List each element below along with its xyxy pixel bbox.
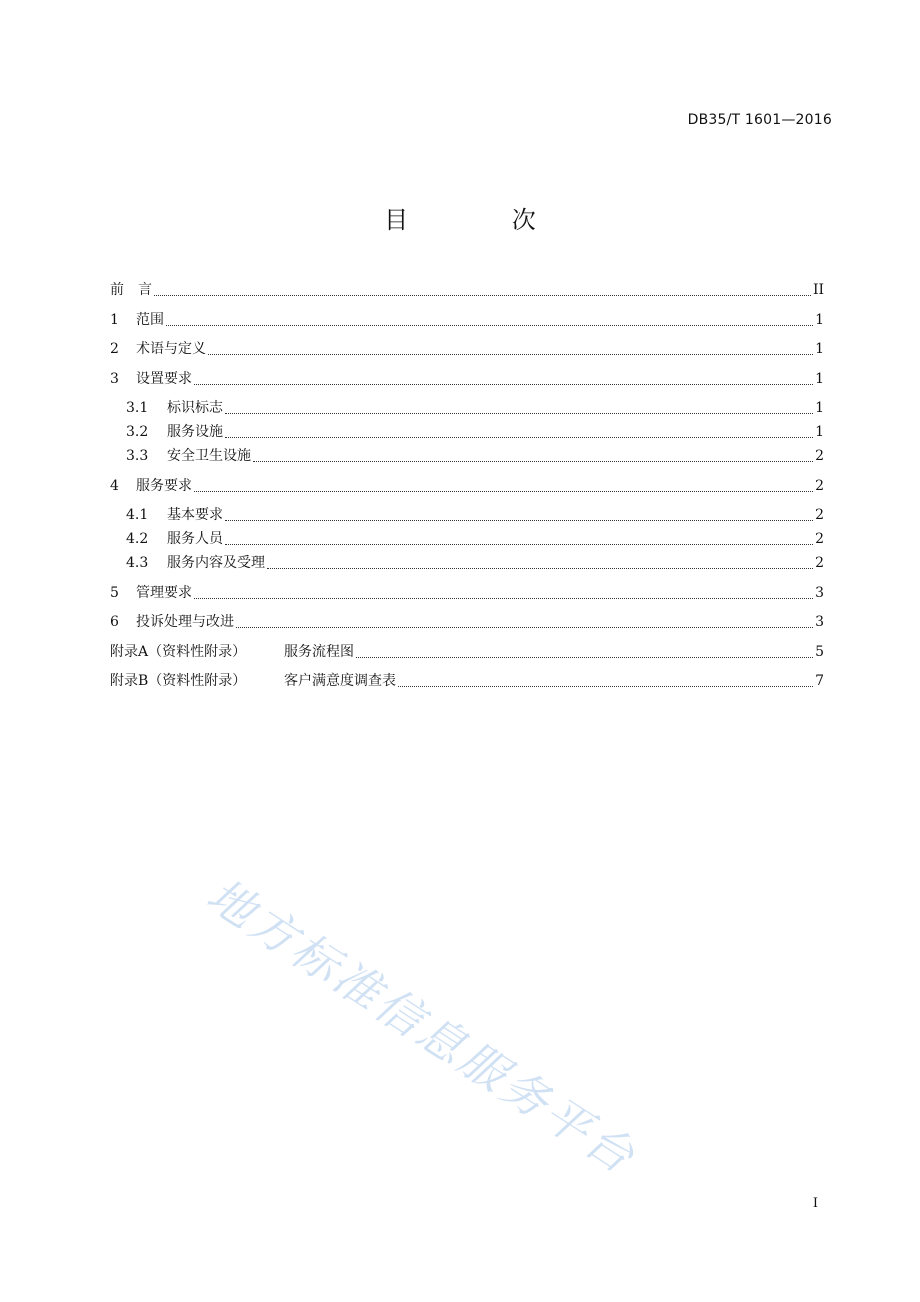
toc-subentry[interactable] [110,551,824,575]
toc-entry-page: 3 [815,584,824,601]
toc-entry-number: 3.1 [126,400,149,416]
toc-entry-page: II [812,282,824,298]
page-number: I [812,1196,818,1211]
toc-entry-page: 2 [815,448,824,464]
toc-entry-number: 附录B（资料性附录） [110,673,247,689]
toc-entry-page: 2 [815,507,824,523]
toc-entry-page: 2 [815,531,824,547]
toc-appendix-entry[interactable] [110,669,824,693]
watermark: 地方标准信息服务平台 [197,867,647,1186]
toc-entry[interactable] [110,367,824,391]
toc-subentry[interactable] [110,503,824,527]
toc-leader-dots [225,543,813,545]
toc-entry-title: 服务设施 [167,424,223,440]
toc-leader-dots [253,460,813,462]
document-code: DB35/T 1601—2016 [687,112,832,128]
toc-entry-page: 5 [815,643,824,660]
toc-entry-page: 7 [815,673,824,689]
toc-entry-page: 1 [815,370,824,387]
toc-entry-title: 术语与定义 [136,341,206,357]
toc-entry-title: 客户满意度调查表 [284,673,396,689]
toc-entry-page: 1 [815,400,824,416]
toc-entry-title: 服务内容及受理 [167,555,265,571]
page-title: 目 次 [384,206,584,234]
toc-leader-dots [267,567,813,569]
toc-entry[interactable] [110,581,824,605]
toc-entry-title: 服务要求 [136,477,192,494]
toc-entry-number: 5 [110,584,119,601]
toc-entry-preface[interactable] [110,278,824,302]
toc-subentry[interactable] [110,444,824,468]
toc-appendix-entry[interactable] [110,640,824,664]
toc-entry[interactable] [110,308,824,332]
toc-entry-title: 投诉处理与改进 [136,614,234,630]
toc-entry-page: 2 [815,555,824,571]
toc-entry-title: 范围 [136,311,164,328]
toc-entry-number: 4 [110,477,119,494]
toc-entry-number: 2 [110,341,119,357]
toc-leader-dots [225,412,813,414]
toc-entry-number: 3 [110,370,119,387]
toc-leader-dots [194,597,813,599]
toc-entry-title: 前 言 [110,282,152,298]
toc-leader-dots [154,294,811,296]
toc-leader-dots [194,383,813,385]
toc-subentry[interactable] [110,420,824,444]
toc-leader-dots [225,519,813,521]
toc-subentry[interactable] [110,396,824,420]
toc-entry[interactable] [110,337,824,361]
toc-entry[interactable] [110,610,824,634]
toc-entry-title: 设置要求 [136,370,192,387]
toc-leader-dots [398,685,813,687]
toc-entry-number: 4.3 [126,555,149,571]
toc-leader-dots [166,324,813,326]
toc-entry-title: 服务流程图 [284,643,354,660]
toc-entry-page: 1 [815,311,824,328]
toc-leader-dots [225,436,813,438]
toc-leader-dots [236,626,813,628]
toc-entry[interactable] [110,474,824,498]
toc-entry-page: 1 [815,341,824,357]
toc-entry-page: 3 [815,614,824,630]
toc-entry-number: 3.3 [126,448,149,464]
toc-entry-title: 管理要求 [136,584,192,601]
toc-entry-number: 4.1 [126,507,149,523]
toc-entry-page: 2 [815,477,824,494]
toc-entry-title: 安全卫生设施 [167,448,251,464]
toc-leader-dots [194,490,813,492]
toc-entry-number: 6 [110,614,119,630]
toc-entry-number: 4.2 [126,531,149,547]
toc-leader-dots [356,656,813,658]
toc-entry-title: 基本要求 [167,507,223,523]
toc-leader-dots [208,353,813,355]
toc-entry-number: 3.2 [126,424,149,440]
toc-entry-title: 标识标志 [167,400,223,416]
toc-entry-title: 服务人员 [167,531,223,547]
toc-entry-number: 附录A（资料性附录） [110,643,247,660]
toc-subentry[interactable] [110,527,824,551]
toc-entry-page: 1 [815,424,824,440]
table-of-contents [110,278,824,693]
toc-entry-number: 1 [110,311,119,328]
